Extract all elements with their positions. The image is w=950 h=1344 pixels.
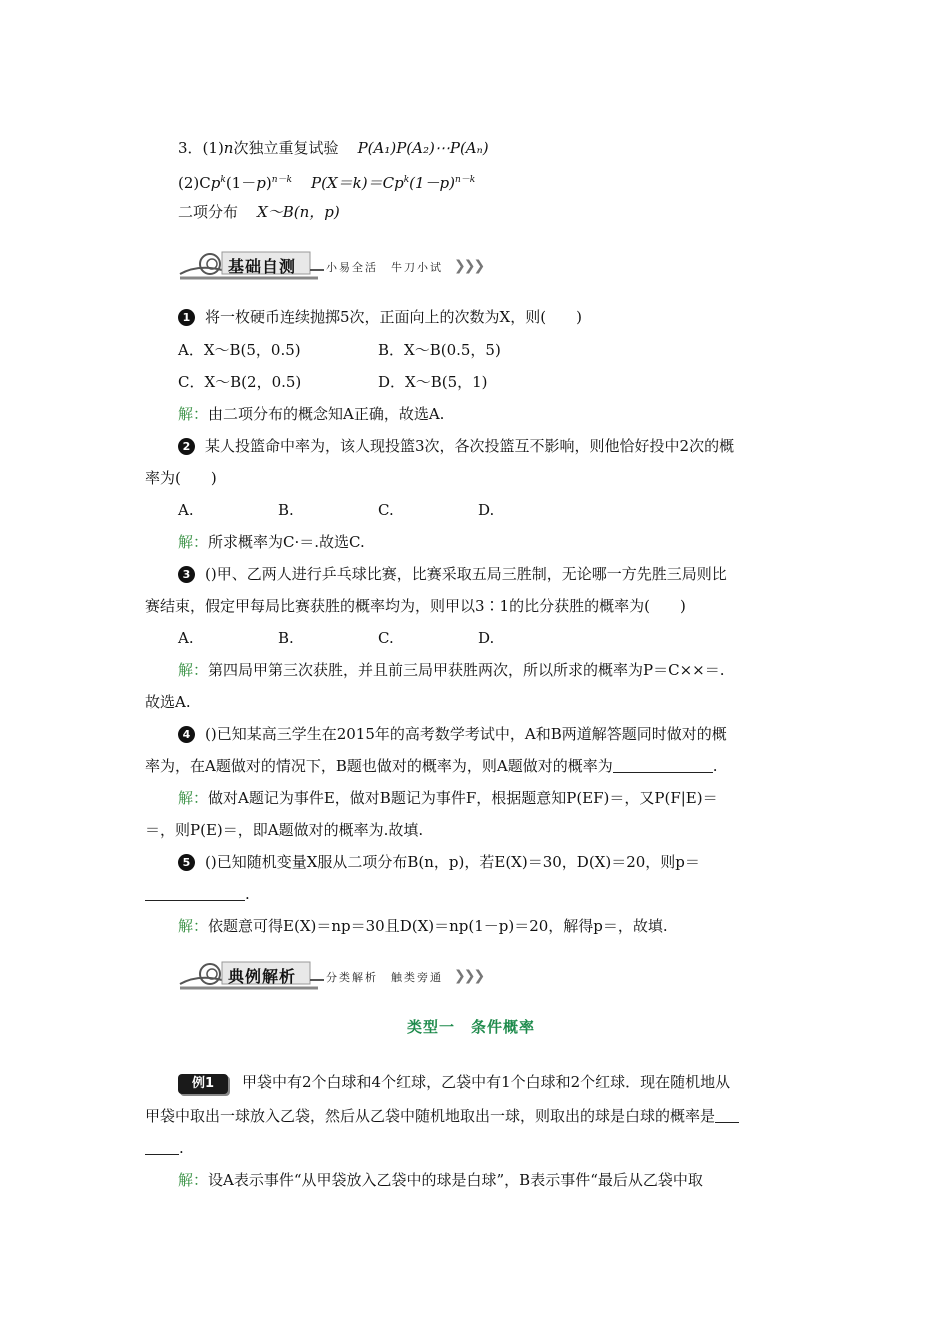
- q3-stem-line2: 赛结束，假定甲每局比赛获胜的概率均为，则甲以3∶1的比分获胜的概率为( ): [145, 597, 686, 615]
- q1-stem-text: 将一枚硬币连续抛掷5次，正面向上的次数为X，则( ): [205, 308, 582, 326]
- example1-solution: [178, 1170, 703, 1190]
- recap-prefix: 3．(1): [178, 139, 224, 157]
- solution-label: 解：: [178, 917, 209, 935]
- recap-p: p: [210, 174, 221, 192]
- q3-stem-text-1: ()甲、乙两人进行乒乓球比赛，比赛采取五局三胜制，无论哪一方先胜三局则比: [205, 565, 727, 583]
- solution-label: 解：: [178, 533, 209, 551]
- section-title: 类型一 条件概率: [407, 1018, 536, 1036]
- recap-n: n: [223, 139, 234, 157]
- banner-title: 典例解析: [228, 967, 297, 986]
- q3-option-d: D.: [478, 629, 495, 647]
- recap-binomial-label: 二项分布: [178, 203, 239, 221]
- example-badge: 例1: [178, 1074, 228, 1094]
- q1-option-c: C．X～B(2，0.5): [178, 373, 302, 391]
- recap-k: k: [220, 175, 226, 185]
- recap-k2: k: [403, 175, 410, 185]
- q5-number-icon: 5: [178, 854, 195, 871]
- q5-stem-text-1: ()已知随机变量X服从二项分布B(n，p)，若E(X)＝30，D(X)＝20，则p＝: [205, 853, 700, 871]
- recap-product-formula: P(A₁)P(A₂)⋯P(Aₙ): [357, 139, 489, 157]
- q1-number-icon: 1: [178, 309, 195, 326]
- q4-stem-line2: [145, 756, 717, 776]
- q5-stem-line1: [178, 852, 700, 872]
- q4-solution-line2: ＝，则P(E)＝，即A题做对的概率为.故填.: [145, 821, 424, 839]
- q3-solution-line1: [178, 660, 725, 680]
- recap-formula-a: P(X＝k)＝C: [311, 174, 395, 192]
- example1-end: .: [179, 1139, 184, 1157]
- example1-answer-blank-a: [715, 1108, 739, 1123]
- q5-solution-text: 依题意可得E(X)＝np＝30且D(X)＝np(1－p)＝20，解得p＝，故填.: [208, 917, 668, 935]
- q3-option-a: A.: [178, 629, 194, 647]
- q4-stem-line1: [178, 724, 727, 744]
- recap-1minus: (1－: [225, 174, 257, 192]
- q3-option-b: B.: [278, 629, 294, 647]
- recap-p3: p: [394, 174, 404, 192]
- example1-solution-text: 设A表示事件“从甲袋放入乙袋中的球是白球”，B表示事件“最后从乙袋中取: [208, 1171, 703, 1189]
- q4-stem-text-1: ()已知某高三学生在2015年的高考数学考试中，A和B两道解答题同时做对的概: [205, 725, 727, 743]
- q5-stem-line2: [145, 884, 250, 904]
- q2-solution: [178, 532, 365, 552]
- q3-number-icon: 3: [178, 566, 195, 583]
- recap-c: (2)C: [178, 174, 211, 192]
- q5-solution: [178, 916, 668, 936]
- q3-solution-text-1: 第四局甲第三次获胜，并且前三局甲获胜两次，所以所求的概率为P＝C××＝.: [208, 661, 725, 679]
- q4-stem-text-2: 率为，在A题做对的情况下，B题也做对的概率为，则A题做对的概率为: [145, 757, 613, 775]
- banner-basic-self-test: [178, 250, 498, 284]
- q2-solution-text: 所求概率为C·＝.故选C.: [208, 533, 365, 551]
- example1-answer-blank-b: [145, 1140, 179, 1155]
- banner-subtitle: 分类解析 触类旁通: [326, 971, 443, 984]
- recap-line-3: [178, 202, 340, 222]
- q3-solution-line2: 故选A.: [145, 693, 191, 711]
- example1-text-2: 甲袋中取出一球放入乙袋，然后从乙袋中随机地取出一球，则取出的球是白球的概率是: [145, 1107, 716, 1125]
- q1-solution: [178, 404, 444, 424]
- recap-p2: p: [256, 174, 266, 192]
- recap-exp: n－k: [271, 175, 292, 185]
- q2-number-icon: 2: [178, 438, 195, 455]
- solution-label: 解：: [178, 789, 209, 807]
- q2-option-b: B.: [278, 501, 294, 519]
- chevrons-icon: ❯❯❯: [454, 968, 484, 984]
- example1-line2: [145, 1106, 739, 1126]
- q4-number-icon: 4: [178, 726, 195, 743]
- q2-stem-line1: [178, 436, 734, 456]
- recap-trial-text: 次独立重复试验: [233, 139, 339, 157]
- q4-answer-blank: [613, 758, 713, 773]
- q4-solution-text-1: 做对A题记为事件E，做对B题记为事件F，根据题意知P(EF)＝，又P(F|E)＝: [208, 789, 718, 807]
- q4-solution-line1: [178, 788, 718, 808]
- recap-binomial-formula: X～B(n，p): [257, 203, 340, 221]
- q5-answer-blank: [145, 886, 245, 901]
- q2-option-c: C.: [378, 501, 394, 519]
- q1-option-b: B．X～B(0.5，5): [378, 341, 501, 359]
- q1-solution-text: 由二项分布的概念知A正确，故选A.: [208, 405, 445, 423]
- solution-label: 解：: [178, 661, 209, 679]
- banner-subtitle: 小易全活 牛刀小试: [326, 261, 443, 274]
- recap-line-1: [178, 138, 489, 158]
- q1-option-d: D．X～B(5，1): [378, 373, 488, 391]
- banner-example-analysis: [178, 960, 498, 994]
- solution-label: 解：: [178, 405, 209, 423]
- q1-stem: [178, 307, 582, 327]
- chevrons-icon: ❯❯❯: [454, 258, 484, 274]
- q2-stem-text-1: 某人投篮命中率为，该人现投篮3次，各次投篮互不影响，则他恰好投中2次的概: [205, 437, 735, 455]
- q5-stem-end: .: [245, 885, 250, 903]
- example1-line3: [145, 1138, 184, 1158]
- q3-stem-line1: [178, 564, 727, 584]
- recap-close: ): [265, 174, 272, 192]
- q2-option-d: D.: [478, 501, 495, 519]
- recap-exp2: n－k: [455, 175, 476, 185]
- q2-option-a: A.: [178, 501, 194, 519]
- example1-text-1: 甲袋中有2个白球和4个红球，乙袋中有1个白球和2个红球．现在随机地从: [242, 1073, 731, 1091]
- solution-label: 解：: [178, 1171, 209, 1189]
- q2-stem-line2: 率为( ): [145, 469, 217, 487]
- banner-title: 基础自测: [228, 257, 297, 276]
- q4-stem-end: .: [712, 757, 718, 775]
- recap-formula-b: (1－p): [409, 174, 456, 192]
- recap-line-2: [178, 170, 475, 193]
- example1-line1: [178, 1072, 730, 1094]
- q3-option-c: C.: [378, 629, 394, 647]
- q1-option-a: A．X～B(5，0.5): [178, 341, 301, 359]
